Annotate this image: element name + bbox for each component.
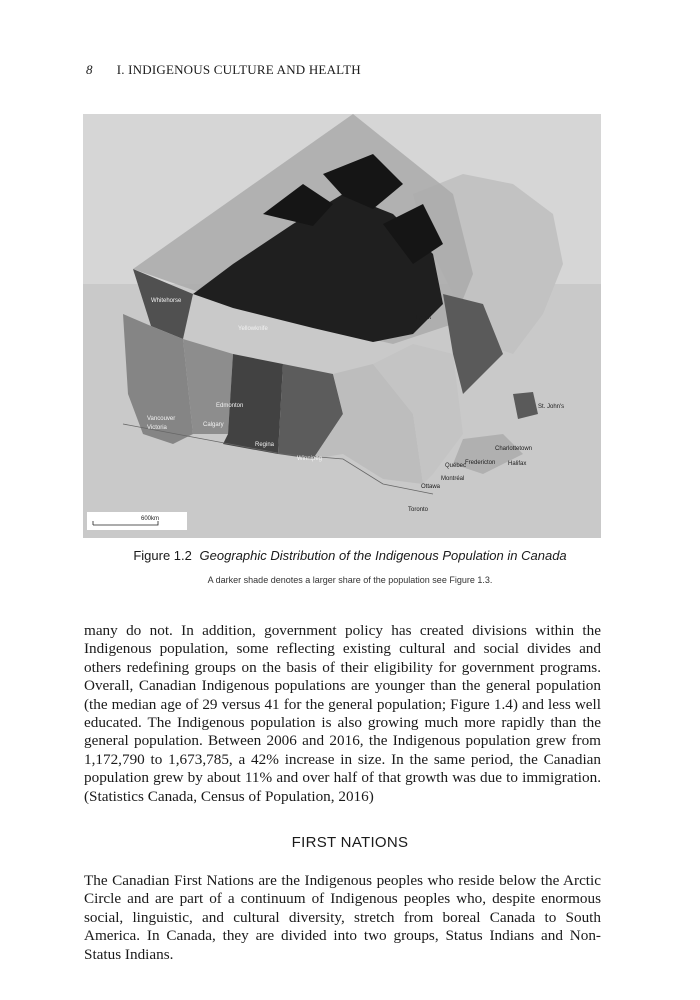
label-charlottetown: Charlottetown — [495, 446, 533, 452]
label-toronto: Toronto — [408, 507, 429, 513]
canada-map-figure — [83, 114, 601, 538]
label-fredericton: Fredericton — [465, 460, 496, 466]
label-whitehorse: Whitehorse — [151, 298, 182, 304]
label-montreal: Montréal — [441, 476, 465, 482]
label-victoria: Victoria — [147, 425, 167, 431]
running-head — [86, 62, 361, 78]
label-calgary: Calgary — [203, 422, 224, 428]
label-st-johns: St. John's — [538, 404, 565, 410]
canada-map — [83, 114, 601, 538]
label-iqaluit: Iqaluit — [415, 315, 432, 321]
label-yellowknife: Yellowknife — [238, 326, 268, 332]
label-quebec: Québec — [445, 463, 467, 469]
section-heading: FIRST NATIONS — [291, 834, 409, 851]
label-halifax: Halifax — [508, 461, 527, 467]
scale-bar-box — [87, 512, 187, 530]
label-edmonton: Edmonton — [216, 403, 244, 409]
figure-note: A darker shade denotes a larger share of the population see Figure 1.3. — [207, 575, 493, 585]
label-ottawa: Ottawa — [421, 484, 441, 490]
page-number: 8 — [86, 62, 93, 77]
label-regina: Regina — [255, 442, 275, 448]
figure-caption — [0, 548, 700, 563]
label-vancouver: Vancouver — [147, 416, 176, 422]
figure-number: Figure 1.2 — [133, 548, 192, 563]
body-paragraph-2: The Canadian First Nations are the Indigenous peoples who reside below the Arctic Circle and are part of a continuum of Indigenous peoples who, despite enormous social, linguistic, and cultural diversity, stretch from boreal Canada to South America. In Canada, they are divided into two groups, Status Indians and Non-Status Indians. — [84, 872, 601, 963]
label-winnipeg: Winnipeg — [297, 456, 323, 462]
body-paragraph-1: many do not. In addition, government policy has created divisions within the Indigenous population, some reflecting existing cultural and social divides and others redefining groups on the basis of their eligibility for government programs. Overall, Canadian Indigenous populations are younger than the general population (the median age of 29 versus 41 for the general population; Figure 1.4) and less well educated. The Indigenous population is also growing much more rapidly than the general population. Between 2006 and 2016, the Indigenous population grew from 1,172,790 to 1,673,785, a 42% increase in size. In the same period, the Canadian population grew by about 11% and over half of that growth was due to immigration. (Statistics Canada, Census of Population, 2016) — [84, 622, 601, 805]
scale-label: 600km — [141, 516, 160, 522]
figure-title: Geographic Distribution of the Indigenous Population in Canada — [199, 548, 567, 563]
running-title: I. INDIGENOUS CULTURE AND HEALTH — [116, 62, 361, 77]
